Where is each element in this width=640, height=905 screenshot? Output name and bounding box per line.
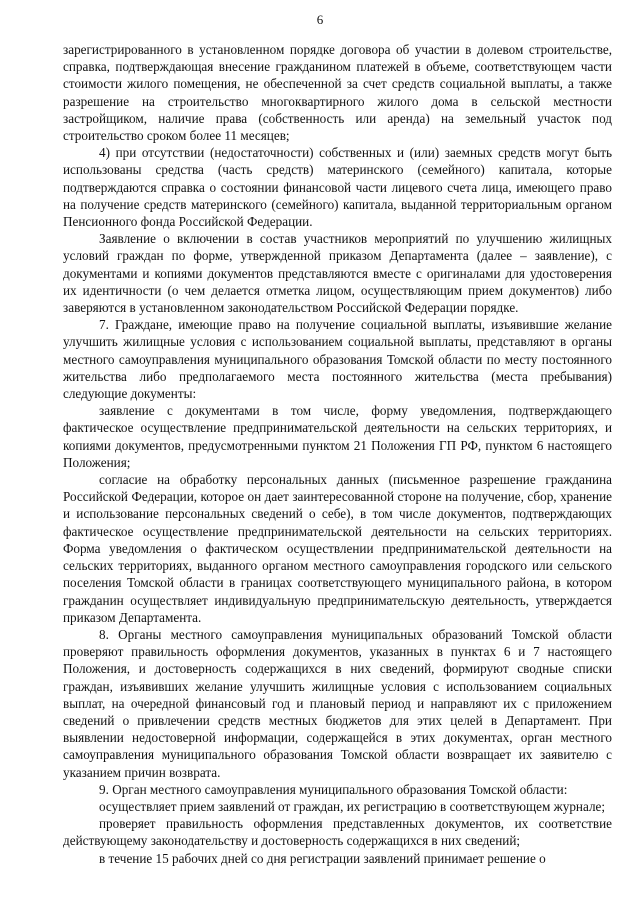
page-number: 6 [316,12,324,27]
paragraph-checks-documents: проверяет правильность оформления представленных документов, их соответствие действующему законодательству и достоверность содержащихся в них сведений; [63,816,612,849]
paragraph-decision-deadline: в течение 15 рабочих дней со дня регистрации заявлений принимает решение о [99,850,546,866]
paragraph-continuation: зарегистрированного в установленном порядке договора об участии в долевом строительстве, справка, подтверждающая внесение гражданином платежей в объеме, соответствующем части стоимости жилого помещения, не обеспеченной за счет средств социальной выплаты, а также разрешение на строительство многоквартирного жилого дома в сельской местности застройщиком, наличие права (собственность или аренда) на земельный участок под строительство сроком более 11 месяцев; [63,42,612,144]
paragraph-application-with-documents: заявление с документами в том числе, форму уведомления, подтверждающего фактическое осуществление предпринимательской деятельности на сельских территориях, и копиями документов, предусмотренными пунктом 21 Положения ГП РФ, пунктом 6 настоящего Положения; [63,403,612,470]
document-body [63,41,612,867]
paragraph-section-9: 9. Орган местного самоуправления муниципального образования Томской области: [99,781,568,797]
paragraph-personal-data-consent: согласие на обработку персональных данных (письменное разрешение гражданина Российской Федерации, которое он дает заинтересованной стороне на получение, сбор, хранение и использование персональных сведений о себе), в том числе документов, подтверждающих фактическое осуществление предпринимательской деятельности на сельских территориях. Форма уведомления о фактическом осуществлении предпринимательской деятельности на сельских территориях, выданного органом местного самоуправления городского или сельского поселения Томской области в границах соответствующего муниципального района, в котором гражданин осуществляет индивидуальную предпринимательскую деятельность, утверждается приказом Департамента. [63,472,612,625]
paragraph-section-8: 8. Органы местного самоуправления муниципальных образований Томской области проверяют правильность оформления документов, указанных в пунктах 6 и 7 настоящего Положения, и достоверность содержащихся в них сведений, формируют сводные списки граждан, изъявивших желание улучшить жилищные условия с использованием социальных выплат, на очередной финансовый год и плановый период и направляют их с приложением сведений о привлечении средств местных бюджетов для этих целей в Департамент. При выявлении недостоверной информации, содержащейся в этих документах, орган местного самоуправления муниципального образования Томской области возвращает их заявителю с указанием причин возврата. [63,626,612,780]
paragraph-accepts-applications: осуществляет прием заявлений от граждан, их регистрацию в соответствующем журнале; [99,798,606,814]
paragraph-application-statement: Заявление о включении в состав участников мероприятий по улучшению жилищных условий граждан по форме, утвержденной приказом Департамента (далее – заявление), с документами и копиями документов представляются вместе с оригиналами для удостоверения их идентичности (о чем делается отметка лицом, осуществляющим прием документов) либо заверяются в установленном законодательством Российской Федерации порядке. [63,231,612,316]
paragraph-item-4: 4) при отсутствии (недостаточности) собственных и (или) заемных средств могут быть использованы средства (часть средств) материнского (семейного) капитала, которые подтверждаются справка о состоянии финансовой части лицевого счета лица, имеющего право на получение средств материнского (семейного) капитала, выданной территориальным органом Пенсионного фонда Российской Федерации. [63,145,612,230]
paragraph-section-7: 7. Граждане, имеющие право на получение социальной выплаты, изъявившие желание улучшить жилищные условия с использованием социальной выплаты, представляют в органы местного самоуправления муниципального образования Томской области по месту постоянного жительства либо предполагаемого места постоянного жительства (места пребывания) следующие документы: [63,317,612,402]
